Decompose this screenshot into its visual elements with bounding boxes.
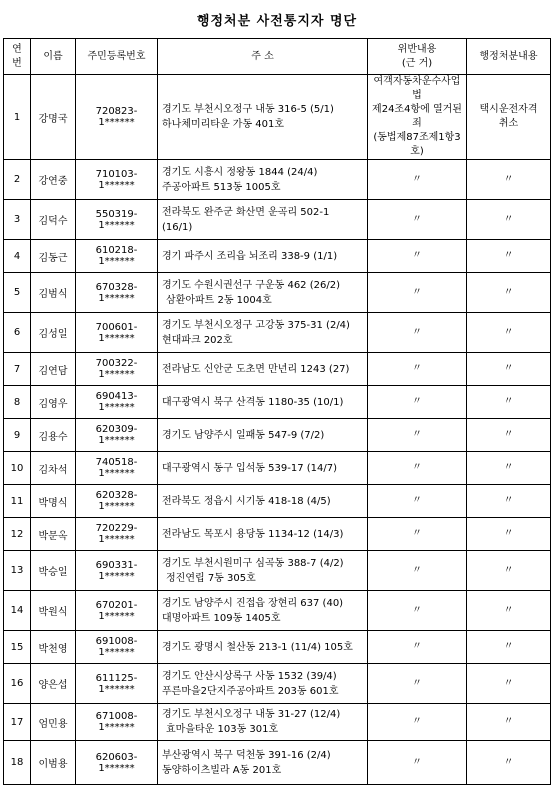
row-number: 13 xyxy=(4,551,31,591)
table-row xyxy=(4,273,551,313)
row-number: 14 xyxy=(4,591,31,631)
address-cell xyxy=(158,386,368,419)
row-number: 1 xyxy=(4,75,31,160)
table-row xyxy=(4,313,551,353)
violation-content: 〃 xyxy=(368,591,467,631)
table-row xyxy=(4,485,551,518)
violation-content: 여객자동차운수사업법 제24조4항에 열거된 죄 (동법제87조제1항3호) xyxy=(368,75,467,160)
address-line-1: 부산광역시 북구 덕천동 391-16 (2/4) xyxy=(162,749,331,761)
violation-content: 〃 xyxy=(368,160,467,200)
address-line-2: 하나체미리타운 가동 401호 xyxy=(162,119,285,130)
table-row xyxy=(4,518,551,551)
address-line-2: 효마을타운 103동 301호 xyxy=(166,724,279,735)
table-row xyxy=(4,664,551,704)
table-row xyxy=(4,240,551,273)
row-number: 16 xyxy=(4,664,31,704)
administrative-action: 〃 xyxy=(467,741,551,785)
address-line-2: 동양하이츠빌라 A동 201호 xyxy=(162,764,282,776)
address-line-1: 전라남도 신안군 도초면 만년리 1243 (27) xyxy=(162,363,350,375)
resident-id: 620603-1****** xyxy=(76,741,158,785)
address-line-1: 전라남도 목포시 용당동 1134-12 (14/3) xyxy=(162,528,344,540)
person-name: 김연담 xyxy=(31,353,76,386)
row-number: 10 xyxy=(4,452,31,485)
administrative-action: 〃 xyxy=(467,591,551,631)
address-cell xyxy=(158,518,368,551)
address-line-1: 경기도 부천시오정구 내동 316-5 (5/1) xyxy=(162,104,334,115)
violation-content: 〃 xyxy=(368,741,467,785)
administrative-action: 〃 xyxy=(467,664,551,704)
address-line-1: 전라북도 완주군 화산면 운곡리 502-1 xyxy=(162,206,330,218)
header-no: 연 번 xyxy=(4,39,31,75)
violation-content: 〃 xyxy=(368,313,467,353)
person-name: 김범식 xyxy=(31,273,76,313)
table-row xyxy=(4,741,551,785)
administrative-action: 〃 xyxy=(467,313,551,353)
table-row xyxy=(4,551,551,591)
address-line-1: 경기도 부천시원미구 심곡동 388-7 (4/2) xyxy=(162,557,344,569)
person-name: 김동근 xyxy=(31,240,76,273)
row-number: 18 xyxy=(4,741,31,785)
row-number: 2 xyxy=(4,160,31,200)
address-line-2: 현대파크 202호 xyxy=(162,334,233,346)
header-violation: 위반내용 (근 거) xyxy=(368,39,467,75)
address-cell xyxy=(158,704,368,741)
address-cell xyxy=(158,313,368,353)
resident-id: 610218-1****** xyxy=(76,240,158,273)
row-number: 15 xyxy=(4,631,31,664)
address-line-2: 주공아파트 513동 1005호 xyxy=(162,181,281,193)
violation-content: 〃 xyxy=(368,485,467,518)
administrative-action: 〃 xyxy=(467,200,551,240)
address-line-1: 경기도 광명시 철산동 213-1 (11/4) 105호 xyxy=(162,641,353,653)
violation-content: 〃 xyxy=(368,518,467,551)
table-row xyxy=(4,353,551,386)
address-cell xyxy=(158,452,368,485)
resident-id: 690331-1****** xyxy=(76,551,158,591)
address-line-1: 경기도 남양주시 진접읍 장현리 637 (40) xyxy=(162,597,344,609)
address-cell xyxy=(158,240,368,273)
header-row xyxy=(4,39,551,75)
person-name: 박원식 xyxy=(31,591,76,631)
address-cell xyxy=(158,741,368,785)
administrative-action: 〃 xyxy=(467,485,551,518)
address-cell xyxy=(158,200,368,240)
notice-table xyxy=(3,38,551,785)
administrative-action: 〃 xyxy=(467,386,551,419)
person-name: 강명국 xyxy=(31,75,76,160)
person-name: 김성일 xyxy=(31,313,76,353)
table-row xyxy=(4,386,551,419)
header-id: 주민등록번호 xyxy=(76,39,158,75)
table-row xyxy=(4,591,551,631)
person-name: 엄민용 xyxy=(31,704,76,741)
header-action: 행정처분내용 xyxy=(467,39,551,75)
violation-content: 〃 xyxy=(368,664,467,704)
address-line-1: 경기도 부천시오정구 내동 31-27 (12/4) xyxy=(162,709,341,720)
address-line-2: 삼환아파트 2동 1004호 xyxy=(166,294,272,306)
resident-id: 620309-1****** xyxy=(76,419,158,452)
violation-content: 〃 xyxy=(368,631,467,664)
address-line-1: 경기도 안산시상록구 사동 1532 (39/4) xyxy=(162,670,337,682)
administrative-action: 〃 xyxy=(467,518,551,551)
violation-content: 〃 xyxy=(368,240,467,273)
address-cell xyxy=(158,591,368,631)
row-number: 4 xyxy=(4,240,31,273)
address-line-2: 푸른마을2단지주공아파트 203동 601호 xyxy=(162,685,339,697)
violation-content: 〃 xyxy=(368,273,467,313)
person-name: 박천영 xyxy=(31,631,76,664)
table-row xyxy=(4,200,551,240)
table-row xyxy=(4,704,551,741)
row-number: 6 xyxy=(4,313,31,353)
address-line-1: 경기 파주시 조리읍 뇌조리 338-9 (1/1) xyxy=(162,250,338,262)
resident-id: 671008-1****** xyxy=(76,704,158,741)
address-line-1: 경기도 수원시권선구 구운동 462 (26/2) xyxy=(162,279,340,291)
resident-id: 670201-1****** xyxy=(76,591,158,631)
violation-content: 〃 xyxy=(368,200,467,240)
administrative-action: 〃 xyxy=(467,704,551,741)
administrative-action: 〃 xyxy=(467,160,551,200)
address-line-1: 대구광역시 동구 입석동 539-17 (14/7) xyxy=(162,462,337,474)
address-cell xyxy=(158,419,368,452)
address-line-1: 경기도 시흥시 정왕동 1844 (24/4) xyxy=(162,166,318,178)
table-row xyxy=(4,631,551,664)
person-name: 강연중 xyxy=(31,160,76,200)
administrative-action: 〃 xyxy=(467,240,551,273)
resident-id: 740518-1****** xyxy=(76,452,158,485)
address-cell xyxy=(158,160,368,200)
address-line-2: 대명아파트 109동 1405호 xyxy=(162,612,281,624)
resident-id: 550319-1****** xyxy=(76,200,158,240)
violation-content: 〃 xyxy=(368,419,467,452)
row-number: 17 xyxy=(4,704,31,741)
header-name: 이름 xyxy=(31,39,76,75)
address-line-1: 전라북도 정읍시 시기동 418-18 (4/5) xyxy=(162,495,331,507)
resident-id: 620328-1****** xyxy=(76,485,158,518)
address-line-1: 경기도 남양주시 일패동 547-9 (7/2) xyxy=(162,429,325,441)
person-name: 박승일 xyxy=(31,551,76,591)
administrative-action: 〃 xyxy=(467,273,551,313)
address-cell xyxy=(158,551,368,591)
administrative-action: 〃 xyxy=(467,631,551,664)
administrative-action: 택시운전자격 취소 xyxy=(467,75,551,160)
table-row xyxy=(4,419,551,452)
administrative-action: 〃 xyxy=(467,353,551,386)
person-name: 양은섭 xyxy=(31,664,76,704)
table-row xyxy=(4,75,551,160)
resident-id: 611125-1****** xyxy=(76,664,158,704)
violation-content: 〃 xyxy=(368,551,467,591)
resident-id: 720229-1****** xyxy=(76,518,158,551)
address-line-2: (16/1) xyxy=(162,221,193,233)
address-cell xyxy=(158,75,368,160)
header-address: 주 소 xyxy=(158,39,368,75)
row-number: 8 xyxy=(4,386,31,419)
administrative-action: 〃 xyxy=(467,452,551,485)
row-number: 7 xyxy=(4,353,31,386)
address-cell xyxy=(158,485,368,518)
address-cell xyxy=(158,353,368,386)
person-name: 박문옥 xyxy=(31,518,76,551)
table-row xyxy=(4,452,551,485)
resident-id: 700601-1****** xyxy=(76,313,158,353)
person-name: 이범용 xyxy=(31,741,76,785)
table-row xyxy=(4,160,551,200)
resident-id: 700322-1****** xyxy=(76,353,158,386)
address-cell xyxy=(158,273,368,313)
resident-id: 690413-1****** xyxy=(76,386,158,419)
address-cell xyxy=(158,664,368,704)
administrative-action: 〃 xyxy=(467,551,551,591)
row-number: 12 xyxy=(4,518,31,551)
address-line-2: 정진연립 7동 305호 xyxy=(166,572,256,584)
resident-id: 670328-1****** xyxy=(76,273,158,313)
person-name: 김덕수 xyxy=(31,200,76,240)
row-number: 3 xyxy=(4,200,31,240)
row-number: 9 xyxy=(4,419,31,452)
address-line-1: 대구광역시 북구 산격동 1180-35 (10/1) xyxy=(162,396,344,408)
document-title: 행정처분 사전통지자 명단 xyxy=(196,14,358,29)
person-name: 김영우 xyxy=(31,386,76,419)
resident-id: 691008-1****** xyxy=(76,631,158,664)
violation-content: 〃 xyxy=(368,386,467,419)
row-number: 11 xyxy=(4,485,31,518)
row-number: 5 xyxy=(4,273,31,313)
person-name: 박명식 xyxy=(31,485,76,518)
violation-content: 〃 xyxy=(368,353,467,386)
resident-id: 710103-1****** xyxy=(76,160,158,200)
administrative-action: 〃 xyxy=(467,419,551,452)
person-name: 김차석 xyxy=(31,452,76,485)
violation-content: 〃 xyxy=(368,704,467,741)
address-cell xyxy=(158,631,368,664)
resident-id: 720823-1****** xyxy=(76,75,158,160)
person-name: 김용수 xyxy=(31,419,76,452)
address-line-1: 경기도 부천시오정구 고강동 375-31 (2/4) xyxy=(162,319,350,331)
violation-content: 〃 xyxy=(368,452,467,485)
